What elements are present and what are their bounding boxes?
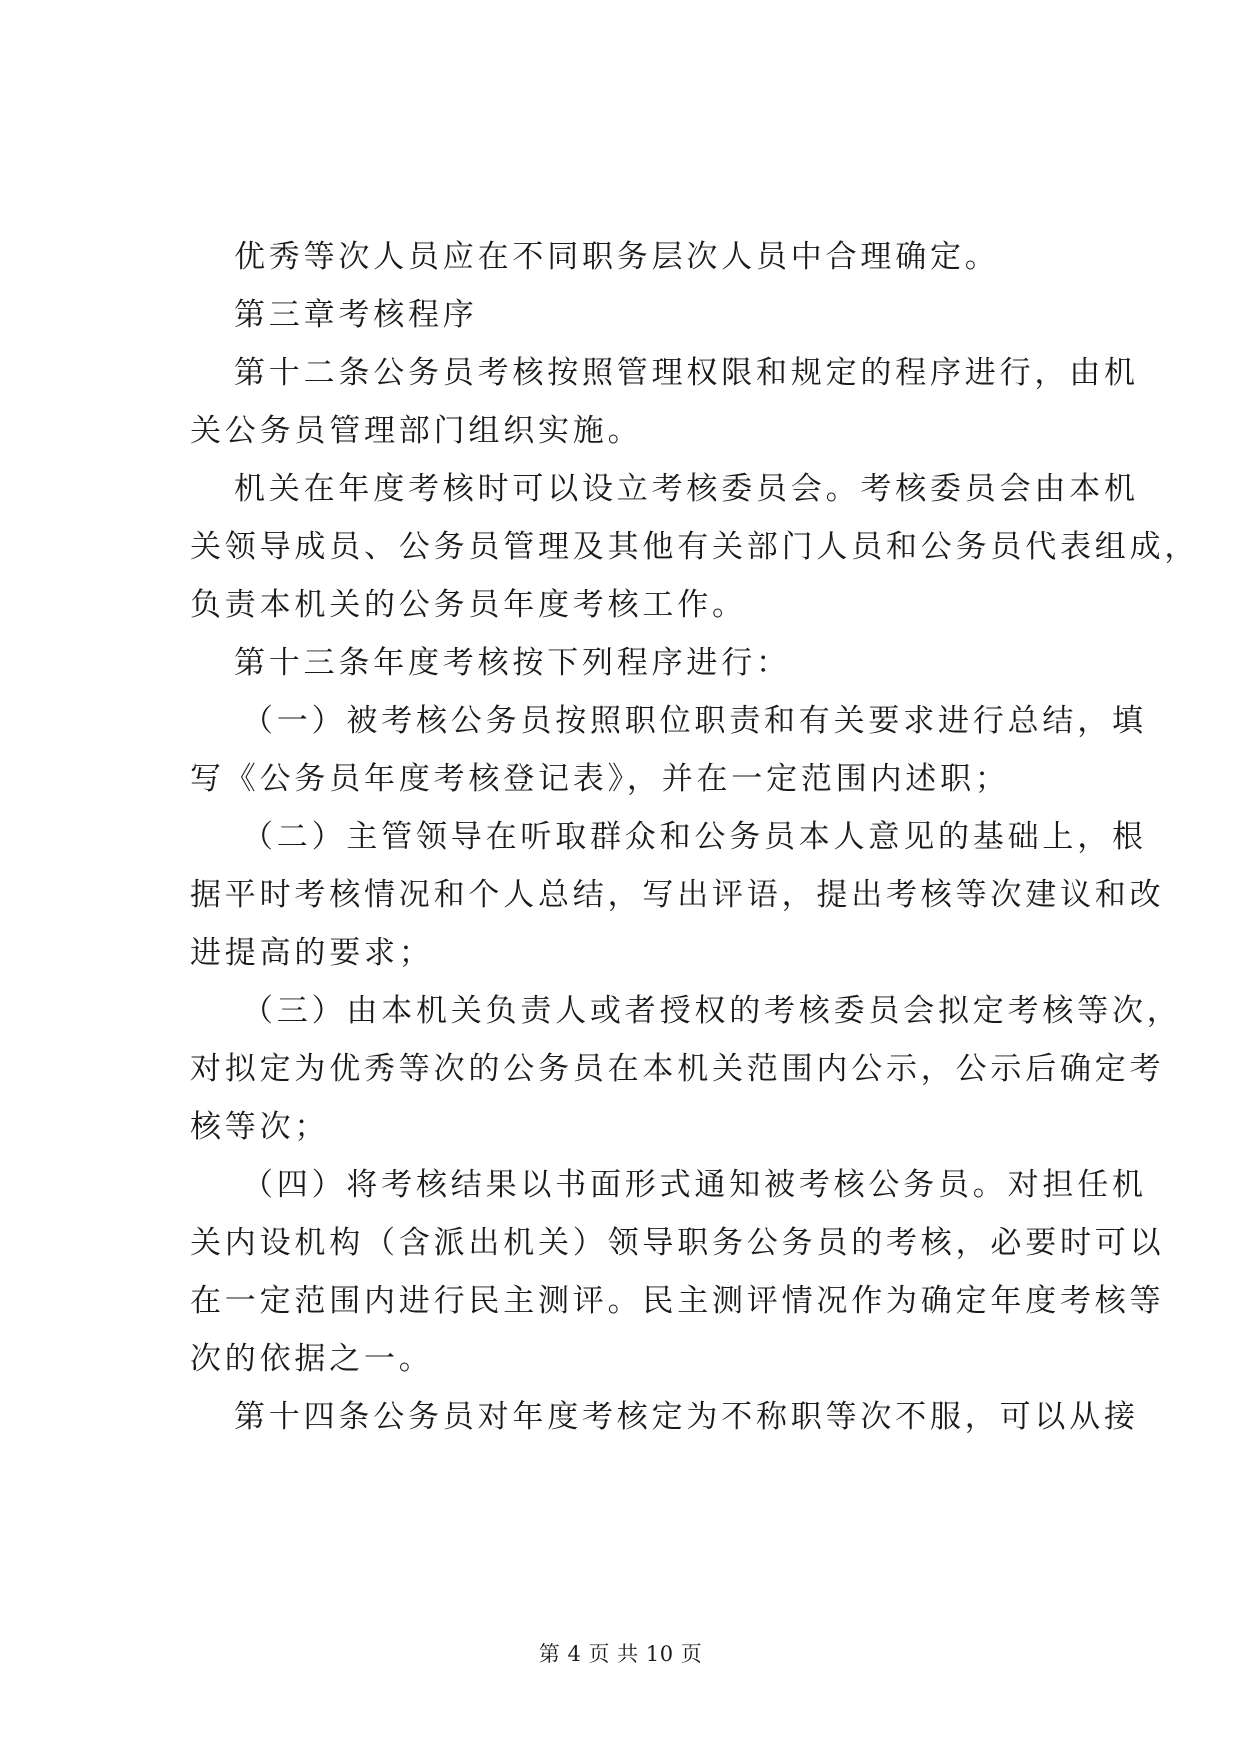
text-line: （一）被考核公务员按照职位职责和有关要求进行总结，填: [242, 703, 1147, 739]
text-line: 关公务员管理部门组织实施。: [190, 413, 643, 449]
text-line: 第十三条年度考核按下列程序进行：: [234, 645, 791, 681]
text-line: （二）主管领导在听取群众和公务员本人意见的基础上，根: [242, 819, 1147, 855]
text-line: 第十四条公务员对年度考核定为不称职等次不服，可以从接: [234, 1399, 1139, 1435]
text-line: 在一定范围内进行民主测评。民主测评情况作为确定年度考核等: [190, 1283, 1165, 1319]
document-body: [190, 228, 1200, 1446]
text-line: （四）将考核结果以书面形式通知被考核公务员。对担任机: [242, 1167, 1147, 1203]
text-line: 机关在年度考核时可以设立考核委员会。考核委员会由本机: [234, 471, 1139, 507]
text-line: 关内设机构（含派出机关）领导职务公务员的考核，必要时可以: [190, 1225, 1165, 1261]
text-line: 负责本机关的公务员年度考核工作。: [190, 587, 747, 623]
page-number-footer: 第 4 页 共 10 页: [538, 1642, 703, 1666]
text-line: 据平时考核情况和个人总结，写出评语，提出考核等次建议和改: [190, 877, 1165, 913]
text-line: 对拟定为优秀等次的公务员在本机关范围内公示，公示后确定考: [190, 1051, 1165, 1087]
text-line: 次的依据之一。: [190, 1341, 434, 1377]
text-line: 优秀等次人员应在不同职务层次人员中合理确定。: [234, 239, 1000, 275]
text-line: 核等次；: [190, 1109, 330, 1145]
chapter-heading: 第三章考核程序: [234, 297, 478, 333]
text-line: 第十二条公务员考核按照管理权限和规定的程序进行，由机: [234, 355, 1139, 391]
text-line: 关领导成员、公务员管理及其他有关部门人员和公务员代表组成，: [190, 529, 1200, 565]
text-line: 写《公务员年度考核登记表》，并在一定范围内述职；: [190, 761, 1010, 797]
text-line: （三）由本机关负责人或者授权的考核委员会拟定考核等次，: [242, 993, 1182, 1029]
text-line: 进提高的要求；: [190, 935, 434, 971]
